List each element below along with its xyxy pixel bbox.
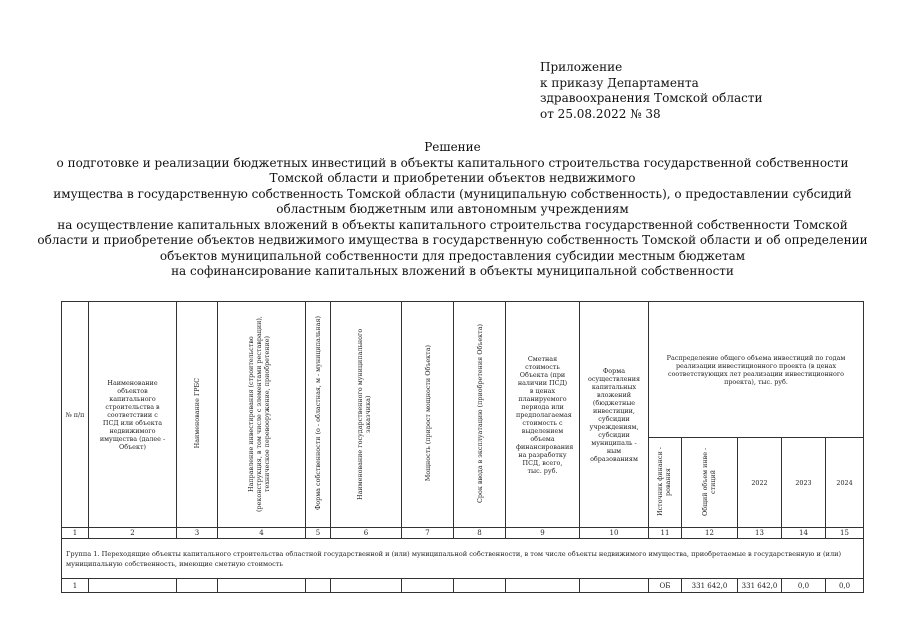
header-cell-object-name: Наименование объектов капитального строительства в соответствии с ПСД или объекта недвижимого имущества (далее - Объект): [89, 302, 177, 528]
header-cell-ownership: Форма собственности (о - областная, м - муниципальная): [306, 302, 331, 528]
header-cell-commissioning: Срок ввода в эксплуатацию (приобретения Объекта): [454, 302, 506, 528]
cell-customer: [331, 579, 402, 593]
table-row: [62, 579, 864, 593]
cell-ownership: [306, 579, 331, 593]
decision-line: Томской области и приобретении объектов недвижимого: [269, 171, 636, 185]
column-number: 1: [62, 528, 89, 539]
header-cell-source: Источник финанси - рования: [649, 438, 682, 528]
cell-direction: [218, 579, 306, 593]
cell-estimated-cost: [506, 579, 580, 593]
column-number: 9: [506, 528, 580, 539]
annex-block: [540, 60, 762, 122]
annex-order-ref: к приказу Департамента: [540, 75, 699, 90]
header-cell-investment-form: Форма осуществления капитальных вложений (бюджетные инвестиции, субсидии учреждениям, субсидии муниципаль - ным образованиям: [580, 302, 649, 528]
header-cell-year-2022: 2022: [738, 438, 782, 528]
header-cell-distribution: Распределение общего объема инвестиций по годам реализации инвестиционного проекта (в ценах соответствующих лет реализации инвестиционного проекта), тыс. руб.: [649, 302, 864, 438]
column-number-row: [62, 528, 864, 539]
investment-table: [61, 301, 864, 593]
group-row: [62, 539, 864, 579]
column-number: 7: [402, 528, 454, 539]
column-number: 4: [218, 528, 306, 539]
column-number: 14: [782, 528, 826, 539]
annex-department: здравоохранения Томской области: [540, 91, 763, 105]
header-cell-estimated-cost: Сметная стоимость Объекта (при наличии ПСД) в ценах планируемого периода или предполагаемая стоимость с выделением объема финансирования на разработку ПСД, всего, тыс. руб.: [506, 302, 580, 528]
decision-line: на осуществление капитальных вложений в объекты капитального строительства государственной собственности Томской: [57, 217, 848, 232]
decision-line: областным бюджетным или автономным учреждениям: [276, 202, 629, 216]
annex-date-number: от 25.08.2022 № 38: [540, 106, 661, 121]
cell-year-2024: 0,0: [826, 579, 864, 593]
header-cell-direction: Направление инвестирования (строительство (реконструкция, в том числе с элементами реставрации), техническое перевооружение, приобретение): [218, 302, 306, 528]
cell-capacity: [402, 579, 454, 593]
annex-title: Приложение: [540, 60, 623, 74]
cell-source: ОБ: [649, 579, 682, 593]
decision-title-block: [0, 140, 905, 280]
cell-object-name: [89, 579, 177, 593]
column-number: 10: [580, 528, 649, 539]
header-cell-total: Общий объем инве - стиций: [682, 438, 738, 528]
header-row-1: [62, 302, 864, 438]
cell-year-2023: 0,0: [782, 579, 826, 593]
header-cell-num: № п/п: [62, 302, 89, 528]
column-number: 12: [682, 528, 738, 539]
cell-year-2022: 331 642,0: [738, 579, 782, 593]
group-1-description: Группа 1. Переходящие объекты капитального строительства областной государственной и (или) муниципальной собственности, в том числе объекты недвижимого имущества, приобретаемые в государственную и (или) муниципальную собственность, имеющие сметную стоимость: [62, 539, 864, 579]
decision-line: на софинансирование капитальных вложений в объекты муниципальной собственности: [171, 264, 734, 278]
header-cell-year-2024: 2024: [826, 438, 864, 528]
decision-line: области и приобретение объектов недвижимого имущества в государственную собственность Томской области и об определении: [37, 233, 868, 247]
decision-line: объектов муниципальной собственности для предоставления субсидии местным бюджетам: [159, 248, 746, 263]
cell-investment-form: [580, 579, 649, 593]
column-number: 8: [454, 528, 506, 539]
decision-line: о подготовке и реализации бюджетных инвестиций в объекты капитального строительства государственной собственности: [56, 155, 849, 170]
column-number: 15: [826, 528, 864, 539]
header-cell-customer: Наименование государственного муниципального заказчика): [331, 302, 402, 528]
column-number: 5: [306, 528, 331, 539]
column-number: 11: [649, 528, 682, 539]
column-number: 6: [331, 528, 402, 539]
column-number: 13: [738, 528, 782, 539]
cell-total: 331 642,0: [682, 579, 738, 593]
decision-line: имущества в государственную собственность Томской области (муниципальную собственность), о предоставлении субсидий: [53, 186, 852, 201]
header-cell-capacity: Мощность (прирост мощности Объекта): [402, 302, 454, 528]
column-number: 3: [177, 528, 218, 539]
decision-heading: Решение: [424, 140, 481, 154]
header-cell-year-2023: 2023: [782, 438, 826, 528]
header-cell-grbs: Наименование ГРБС: [177, 302, 218, 528]
cell-grbs: [177, 579, 218, 593]
row-number: 1: [62, 579, 89, 593]
column-number: 2: [89, 528, 177, 539]
cell-commissioning: [454, 579, 506, 593]
